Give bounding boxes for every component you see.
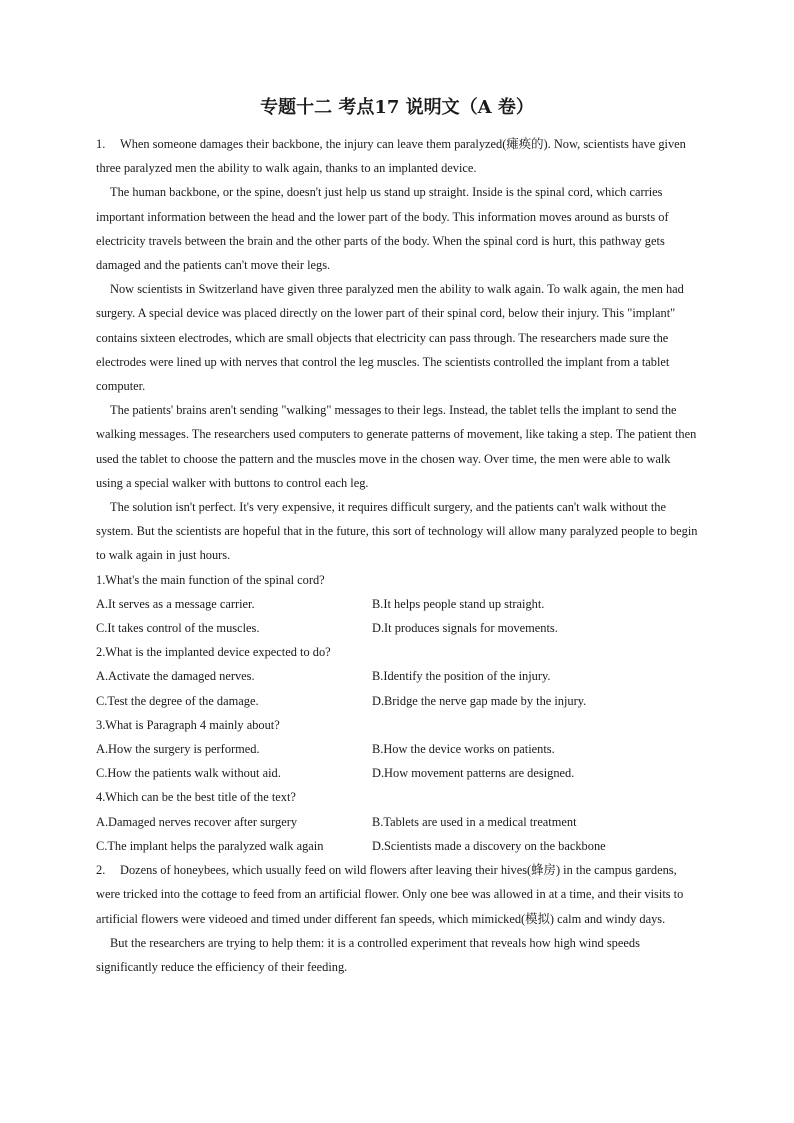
option-a: A.Damaged nerves recover after surgery (96, 814, 298, 829)
options-row (96, 664, 698, 688)
options-row (96, 810, 698, 834)
options-row (96, 737, 698, 761)
question-stem: 2.What is the implanted device expected to do? (96, 645, 331, 660)
options-row (96, 834, 698, 858)
option-c: C.Test the degree of the damage. (96, 693, 259, 708)
options-row (96, 689, 698, 713)
option-d: D.It produces signals for movements. (372, 621, 558, 636)
option-a: A.It serves as a message carrier. (96, 596, 255, 611)
option-c: C.The implant helps the paralyzed walk again (96, 838, 324, 853)
option-c: C.It takes control of the muscles. (96, 621, 260, 636)
question-2 (96, 640, 698, 713)
page-title: 专题十二 考点17 说明文（A 卷） (260, 97, 534, 118)
options-row (96, 592, 698, 616)
option-b: B.Tablets are used in a medical treatment (372, 814, 577, 829)
passage1-paragraph-3: Now scientists in Switzerland have given three paralyzed men the ability to walk again. To walk again, the men had surgery. A special device was placed directly on the lower part of their spinal cord, below their injury. This "implant" contains sixteen electrodes, which are small objects that electricity can pass through. The researchers made sure the electrodes were lined up with nerves that control the leg muscles. The scientists controlled the implant from a tablet computer. (96, 282, 684, 394)
option-a: A.Activate the damaged nerves. (96, 669, 255, 684)
option-d: D.Bridge the nerve gap made by the injury. (372, 693, 587, 708)
option-b: B.It helps people stand up straight. (372, 596, 545, 611)
passage1-paragraph-2: The human backbone, or the spine, doesn't just help us stand up straight. Inside is the spinal cord, which carries important information between the head and the lower part of the body. This information moves around as bursts of electricity travels between the brain and the other parts of the body. When the spinal cord is hurt, this pathway gets damaged and the patients can't move their legs. (96, 185, 669, 273)
question-1 (96, 568, 698, 641)
passage1-paragraph-1: 1. When someone damages their backbone, the injury can leave them paralyzed(瘫痪的). Now, scientists have given three paralyzed men the ability to walk again, thanks to an implanted device. (96, 132, 698, 180)
option-d: D.How movement patterns are designed. (372, 766, 575, 781)
question-stem: 3.What is Paragraph 4 mainly about? (96, 717, 280, 732)
options-row (96, 616, 698, 640)
question-4 (96, 785, 698, 858)
passage1-paragraph-5: The solution isn't perfect. It's very expensive, it requires difficult surgery, and the patients can't walk without the system. But the scientists are hopeful that in the future, this sort of technology will allow many paralyzed people to begin to walk again in just hours. (96, 500, 698, 563)
question-3 (96, 713, 698, 786)
passage2-paragraph-1: 2. Dozens of honeybees, which usually feed on wild flowers after leaving their hives(蜂房) in the campus gardens, were tricked into the cottage to feed from an artificial flower. Only one bee was allowed in at a time, and their visits to artificial flowers were videoed and timed under different fan speeds, which mimicked(模拟) calm and windy days. (96, 858, 698, 931)
options-row (96, 761, 698, 785)
option-a: A.How the surgery is performed. (96, 742, 260, 757)
option-d: D.Scientists made a discovery on the backbone (372, 838, 606, 853)
passage1-number: 1. (96, 137, 106, 151)
passage2-number: 2. (96, 863, 106, 878)
option-b: B.How the device works on patients. (372, 742, 555, 757)
option-b: B.Identify the position of the injury. (372, 669, 551, 684)
passage1-paragraph-4: The patients' brains aren't sending "walking" messages to their legs. Instead, the tablet tells the implant to send the walking messages. The researchers used computers to generate patterns of movement, like taking a step. The patient then used the tablet to choose the pattern and the muscles move in the chosen way. Over time, the men were able to walk using a special walker with buttons to control each leg. (96, 403, 697, 490)
passage2-paragraph-2: But the researchers are trying to help them: it is a controlled experiment that reveals how high wind speeds significantly reduce the efficiency of their feeding. (96, 935, 640, 974)
question-stem: 1.What's the main function of the spinal cord? (96, 572, 325, 587)
question-stem: 4.Which can be the best title of the text? (96, 790, 296, 805)
option-c: C.How the patients walk without aid. (96, 766, 281, 781)
